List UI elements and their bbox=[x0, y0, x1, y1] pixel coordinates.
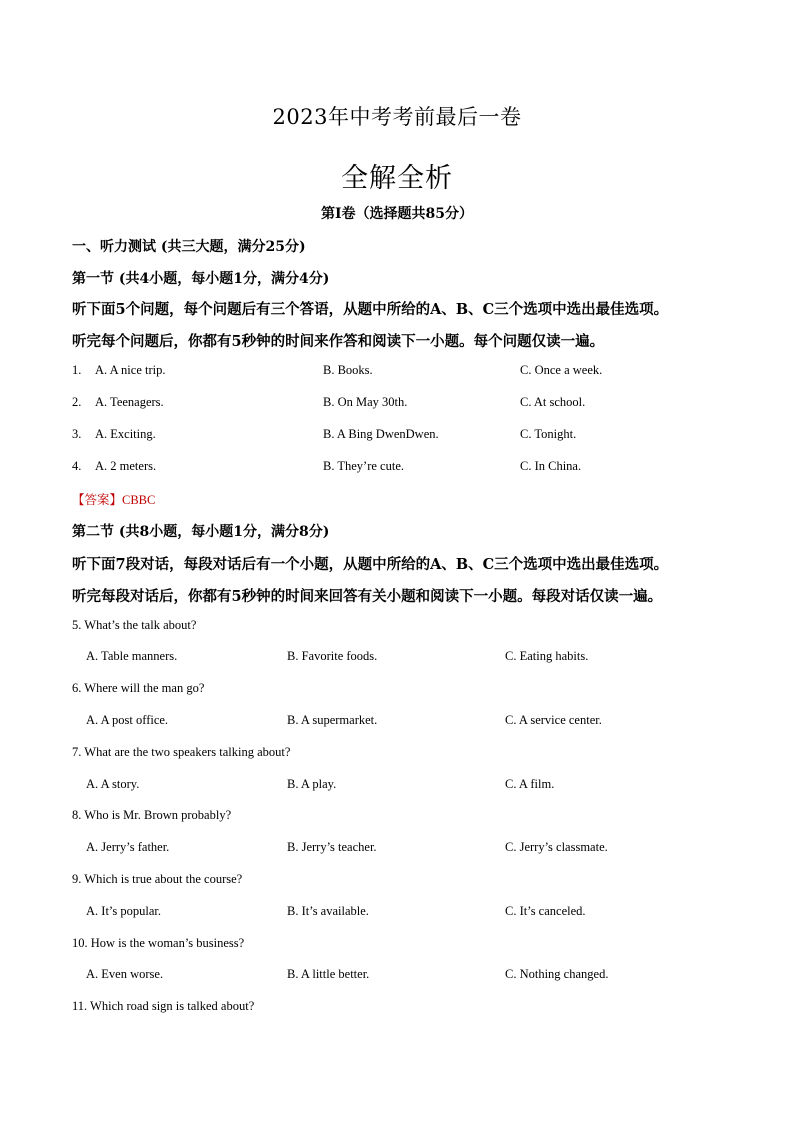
page-subtitle: 全解全析 bbox=[341, 163, 453, 194]
option-a: A. Teenagers. bbox=[95, 395, 164, 409]
option-b: B. A Bing DwenDwen. bbox=[323, 427, 439, 441]
option-c: C. Once a week. bbox=[520, 363, 603, 377]
option-a: A. Table manners. bbox=[86, 649, 178, 663]
page-title: 2023年中考考前最后一卷 bbox=[272, 105, 522, 129]
option-b: B. Favorite foods. bbox=[287, 649, 378, 663]
question-text: 10. How is the woman’s business? bbox=[72, 936, 245, 950]
question-number: 3. bbox=[72, 427, 82, 441]
option-a: A. Exciting. bbox=[95, 427, 156, 441]
question-text: 9. Which is true about the course? bbox=[72, 872, 243, 886]
section2-question-11: 11. Which road sign is talked about? bbox=[72, 999, 255, 1013]
option-c: C. At school. bbox=[520, 395, 586, 409]
question-text: 5. What’s the talk about? bbox=[72, 618, 197, 632]
part1-heading: 一、听力测试 (共三大题，满分25分) bbox=[72, 239, 306, 255]
option-a: A. A story. bbox=[86, 777, 140, 791]
option-a: A. A post office. bbox=[86, 713, 169, 727]
option-b: B. A little better. bbox=[287, 967, 370, 981]
section2-instruction-2: 听完每段对话后，你都有5秒钟的时间来回答有关小题和阅读下一小题。每段对话仅读一遍。 bbox=[72, 588, 663, 605]
option-b: B. Books. bbox=[323, 363, 373, 377]
answer-key: 【答案】CBBC bbox=[72, 493, 156, 507]
section2-instruction-1: 听下面7段对话，每段对话后有一个小题，从题中所给的A、B、C三个选项中选出最佳选项。 bbox=[72, 556, 669, 573]
question-text: 8. Who is Mr. Brown probably? bbox=[72, 808, 232, 822]
option-b: B. A play. bbox=[287, 777, 337, 791]
option-c: C. Eating habits. bbox=[505, 649, 589, 663]
section1-instruction-2: 听完每个问题后，你都有5秒钟的时间来作答和阅读下一小题。每个问题仅读一遍。 bbox=[72, 333, 605, 350]
question-number: 1. bbox=[72, 363, 82, 377]
option-c: C. Nothing changed. bbox=[505, 967, 609, 981]
option-c: C. A film. bbox=[505, 777, 555, 791]
option-a: A. 2 meters. bbox=[95, 459, 157, 473]
option-b: B. They’re cute. bbox=[323, 459, 404, 473]
option-a: A. It’s popular. bbox=[86, 904, 161, 918]
option-b: B. It’s available. bbox=[287, 904, 369, 918]
question-number: 2. bbox=[72, 395, 82, 409]
option-b: B. Jerry’s teacher. bbox=[287, 840, 377, 854]
option-a: A. Jerry’s father. bbox=[86, 840, 170, 854]
section1-instruction-1: 听下面5个问题，每个问题后有三个答语，从题中所给的A、B、C三个选项中选出最佳选项。 bbox=[72, 301, 669, 318]
section2-heading: 第二节 (共8小题，每小题1分，满分8分) bbox=[72, 524, 330, 540]
option-b: B. A supermarket. bbox=[287, 713, 378, 727]
option-c: C. In China. bbox=[520, 459, 582, 473]
question-text: 6. Where will the man go? bbox=[72, 681, 205, 695]
option-a: A. Even worse. bbox=[86, 967, 164, 981]
option-c: C. Tonight. bbox=[520, 427, 577, 441]
option-b: B. On May 30th. bbox=[323, 395, 408, 409]
option-c: C. Jerry’s classmate. bbox=[505, 840, 608, 854]
volume-heading: 第Ⅰ卷（选择题共85分） bbox=[320, 206, 474, 222]
option-a: A. A nice trip. bbox=[95, 363, 166, 377]
option-c: C. A service center. bbox=[505, 713, 602, 727]
section1-heading: 第一节 (共4小题，每小题1分，满分4分) bbox=[72, 271, 330, 287]
question-text: 7. What are the two speakers talking about? bbox=[72, 745, 291, 759]
question-number: 4. bbox=[72, 459, 82, 473]
option-c: C. It’s canceled. bbox=[505, 904, 586, 918]
